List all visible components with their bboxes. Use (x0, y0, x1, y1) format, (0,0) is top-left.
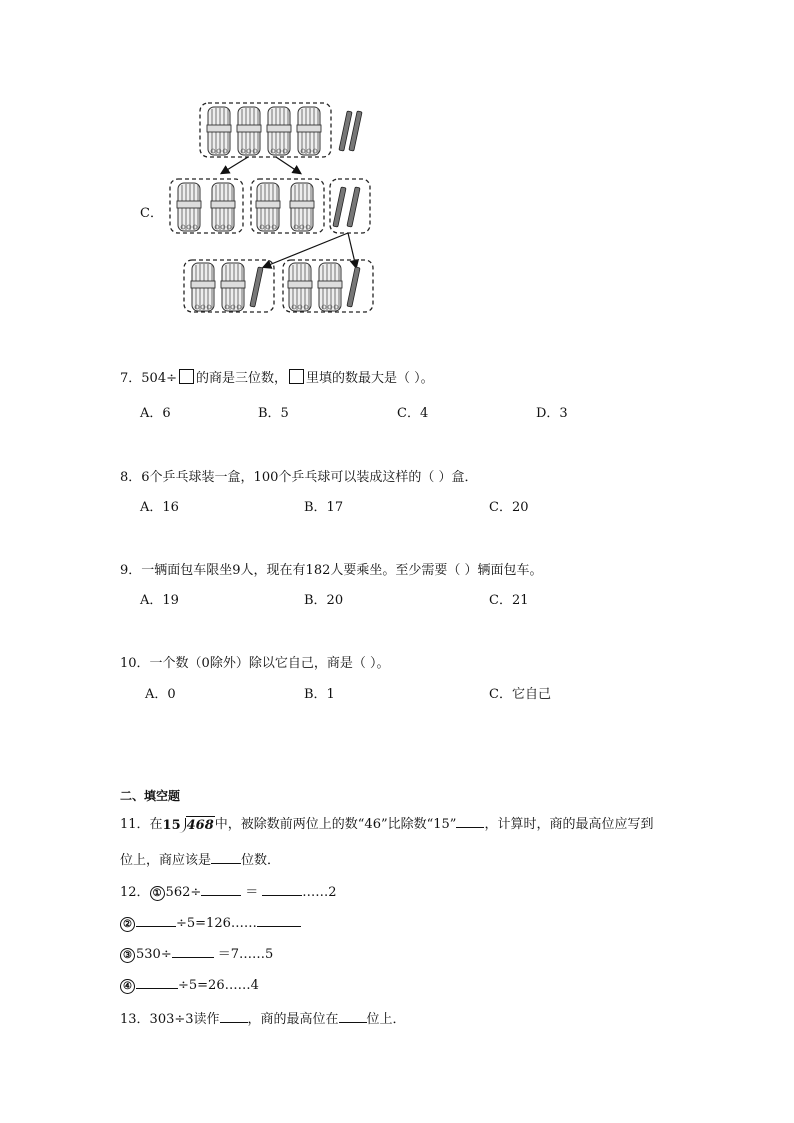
circled-number: ③ (120, 948, 135, 963)
circled-number: ② (120, 917, 135, 932)
q7-text-1: 504÷ (141, 371, 177, 386)
answer-blank (339, 1022, 367, 1023)
question-12-item-1: 12． ① 562÷ ＝ ……2 (120, 885, 337, 900)
section-2-heading: 二、填空题 (120, 789, 181, 803)
blank-box (289, 369, 304, 384)
q11-text-5: 位数． (241, 853, 281, 868)
question-13: 13．303÷3读作 ，商的最高位在 位上． (120, 1012, 406, 1027)
answer-blank (257, 926, 301, 927)
blank-box (179, 369, 194, 384)
q7-option-b: B．5 (258, 406, 289, 421)
question-12-item-4: ④ ÷5=26……4 (120, 977, 259, 995)
q9-option-b: B．20 (304, 593, 344, 608)
q11-blank-3 (211, 863, 241, 864)
answer-blank (172, 957, 214, 958)
question-11-line-1 (120, 816, 653, 835)
q7-option-c: C．4 (397, 406, 429, 421)
q11-text-4: 位上，商应该是 (120, 853, 212, 868)
q10-option-c: C．它自己 (489, 687, 551, 702)
q8-option-b: B．17 (304, 500, 344, 515)
question-7 (120, 369, 434, 388)
circled-number: ① (150, 886, 165, 901)
q9-option-c: C．21 (489, 593, 529, 608)
answer-blank (220, 1022, 248, 1023)
q11-blank-1 (456, 827, 484, 828)
q8-option-a: A．16 (140, 500, 179, 515)
question-11-line-2 (120, 852, 280, 870)
question-9: 9．一辆面包车限坐9人，现在有182人要乘坐。至少需要（ ）辆面包车。 (120, 563, 543, 578)
long-division-symbol: 15 468 (162, 818, 214, 833)
q7-text-3: 里填的数最大是（ ）。 (306, 371, 434, 386)
q9-option-a: A．19 (140, 593, 179, 608)
q11-text-1: 11．在 (120, 817, 163, 832)
answer-blank (136, 988, 178, 989)
question-12-item-2: ② ÷5=126…… (120, 915, 301, 933)
q11-text-2: 中，被除数前两位上的数“46”比除数“15” (214, 817, 457, 832)
answer-blank (136, 926, 176, 927)
question-12-item-3: ③ 530÷ ＝7……5 (120, 946, 273, 964)
answer-blank (262, 895, 302, 896)
q10-option-a: A．0 (145, 687, 176, 702)
q12-number: 12． (120, 885, 150, 900)
circled-number: ④ (120, 979, 135, 994)
question-10: 10．一个数（0除外）除以它自己，商是（ ）。 (120, 656, 390, 671)
answer-blank (201, 895, 241, 896)
q10-option-b: B．1 (304, 687, 335, 702)
q8-option-c: C．20 (489, 500, 529, 515)
q7-option-d: D．3 (536, 406, 568, 421)
q7-text-2: 的商是三位数， (196, 371, 288, 386)
question-8: 8．6个乒乓球装一盒，100个乒乓球可以装成这样的（ ）盒． (120, 470, 478, 485)
option-c-label: C． (140, 206, 163, 221)
q11-text-3: ，计算时，商的最高位应写到 (484, 817, 654, 832)
bundle-division-figure (160, 95, 400, 320)
q7-number: 7． (120, 371, 142, 386)
q7-option-a: A．6 (140, 406, 171, 421)
